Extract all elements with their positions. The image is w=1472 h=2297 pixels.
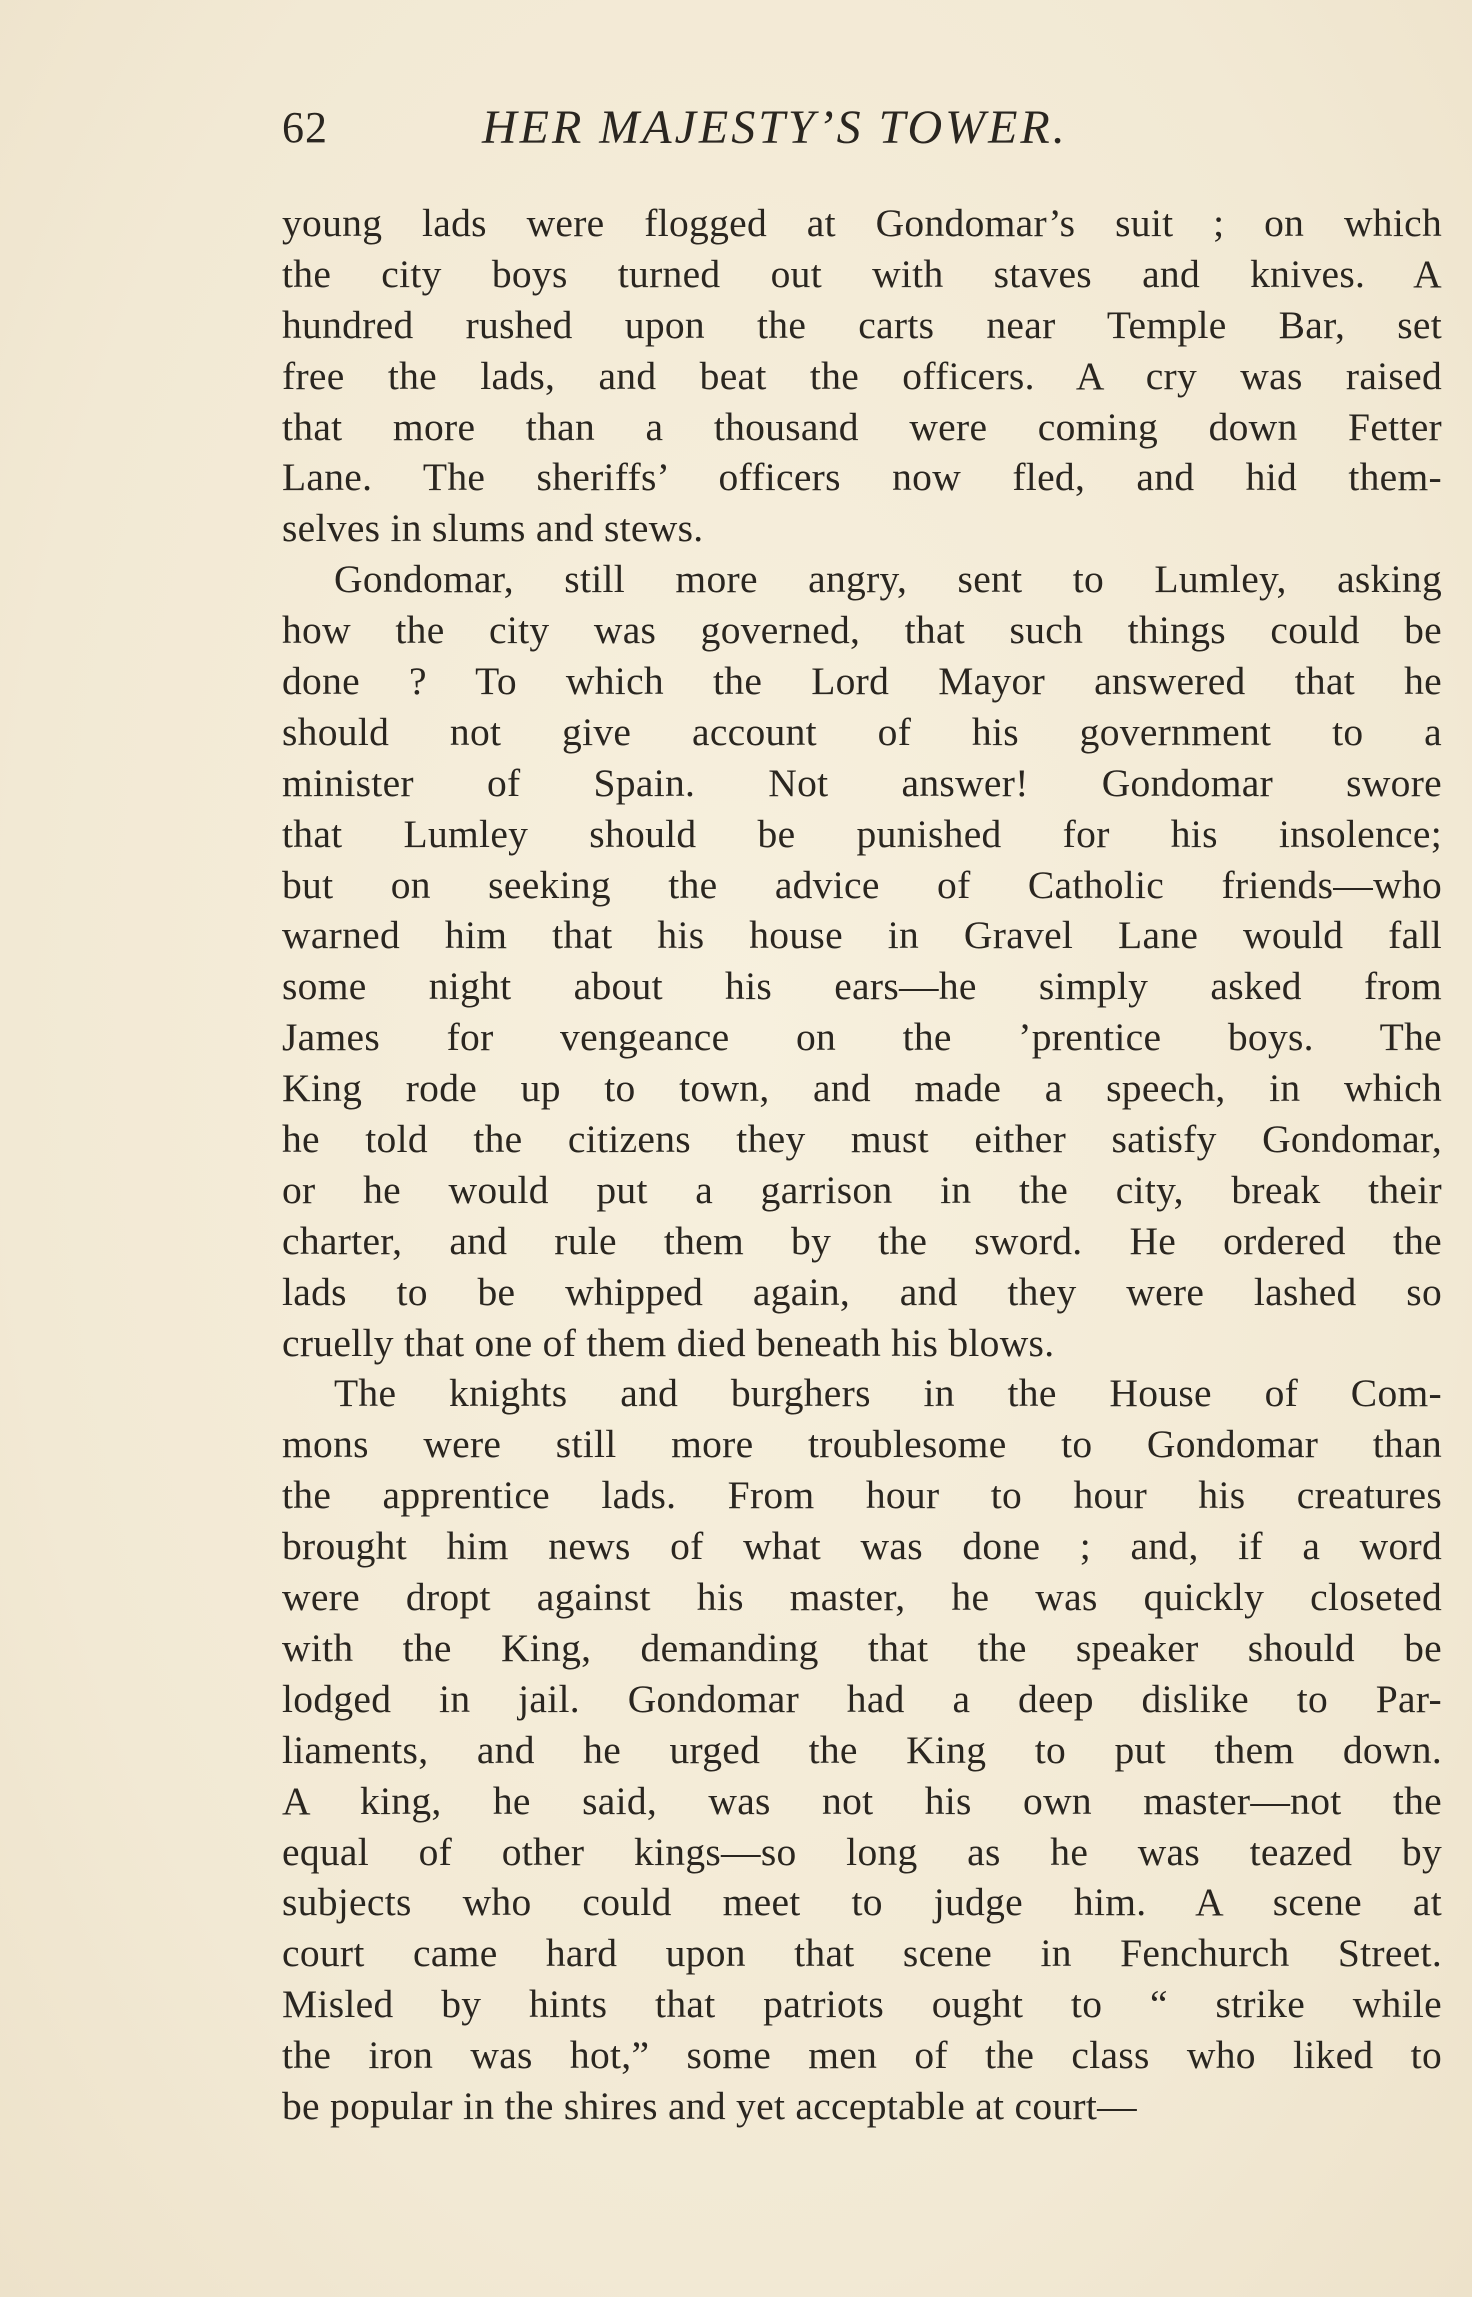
page-number: 62: [282, 103, 328, 152]
text-line: Lane. The sheriffs’ officers now fled, and hid them-: [282, 455, 1442, 500]
text-line: the iron was hot,” some men of the class who liked to: [282, 2033, 1442, 2078]
text-line: cruelly that one of them died beneath his blows.: [282, 1320, 1055, 1365]
text-line: The knights and burghers in the House of Com-: [334, 1371, 1442, 1416]
text-line: Misled by hints that patriots ought to “ strike while: [282, 1982, 1442, 2027]
text-line: should not give account of his government to a: [282, 709, 1442, 754]
text-line: done ? To which the Lord Mayor answered that he: [282, 659, 1442, 704]
text-line: some night about his ears—he simply asked from: [282, 964, 1442, 1009]
text-line: court came hard upon that scene in Fenchurch Street.: [282, 1931, 1442, 1976]
text-line: free the lads, and beat the officers. A cry was raised: [282, 353, 1442, 398]
running-head: HER MAJESTY’S TOWER.: [482, 101, 1068, 154]
text-line: James for vengeance on the ’prentice boys. The: [282, 1015, 1442, 1060]
page-header: [282, 98, 1212, 158]
text-line: liaments, and he urged the King to put them down.: [282, 1727, 1442, 1772]
text-line: mons were still more troublesome to Gondomar than: [282, 1422, 1442, 1467]
text-line: equal of other kings—so long as he was teazed by: [282, 1829, 1442, 1874]
paragraph: [282, 554, 1442, 1368]
text-line: how the city was governed, that such things could be: [282, 608, 1442, 653]
text-line: were dropt against his master, he was quickly closeted: [282, 1575, 1442, 1620]
text-line: selves in slums and stews.: [282, 506, 704, 551]
text-line: the city boys turned out with staves and knives. A: [282, 251, 1442, 296]
text-line: but on seeking the advice of Catholic friends—who: [282, 862, 1442, 907]
text-line: Gondomar, still more angry, sent to Lumley, asking: [334, 557, 1442, 602]
text-line: be popular in the shires and yet acceptable at court—: [282, 2083, 1137, 2128]
text-line: he told the citizens they must either satisfy Gondomar,: [282, 1117, 1442, 1162]
paragraph: [282, 198, 1442, 554]
text-line: lads to be whipped again, and they were lashed so: [282, 1269, 1442, 1314]
text-line: that Lumley should be punished for his insolence;: [282, 811, 1442, 856]
paragraph: [282, 1368, 1442, 2131]
text-line: hundred rushed upon the carts near Temple Bar, set: [282, 302, 1442, 347]
text-line: charter, and rule them by the sword. He ordered the: [282, 1218, 1442, 1263]
text-line: brought him news of what was done ; and, if a word: [282, 1524, 1442, 1569]
text-line: or he would put a garrison in the city, break their: [282, 1167, 1442, 1212]
text-line: with the King, demanding that the speaker should be: [282, 1625, 1442, 1670]
text-line: King rode up to town, and made a speech, in which: [282, 1066, 1442, 1111]
text-line: minister of Spain. Not answer! Gondomar swore: [282, 760, 1442, 805]
text-line: young lads were flogged at Gondomar’s suit ; on which: [282, 201, 1442, 245]
text-line: subjects who could meet to judge him. A scene at: [282, 1880, 1442, 1925]
text-line: lodged in jail. Gondomar had a deep dislike to Par-: [282, 1676, 1442, 1721]
text-line: the apprentice lads. From hour to hour his creatures: [282, 1473, 1442, 1518]
body-text: [282, 198, 1442, 2132]
text-line: A king, he said, was not his own master—not the: [282, 1778, 1442, 1823]
text-line: warned him that his house in Gravel Lane would fall: [282, 913, 1442, 958]
text-line: that more than a thousand were coming down Fetter: [282, 404, 1442, 449]
